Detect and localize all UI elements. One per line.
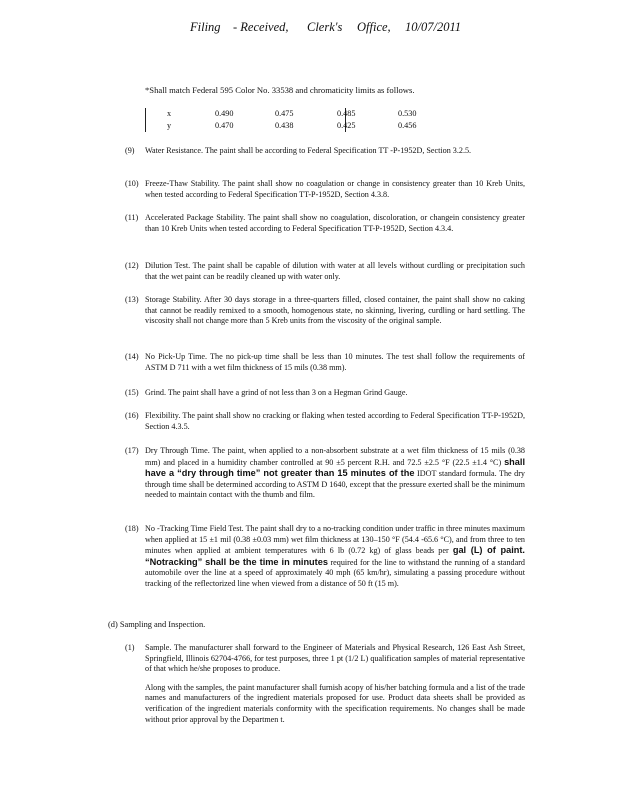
item-15 [125, 388, 525, 399]
item-number: (16) [125, 411, 139, 420]
cell-y-1: 0.470 [215, 121, 234, 130]
item-12 [125, 261, 525, 282]
item-number: (11) [125, 213, 139, 222]
item-number: (14) [125, 352, 139, 361]
chromaticity-table [145, 108, 465, 134]
table-left-rule [145, 108, 146, 132]
item-text: No Pick-Up Time. The no pick-up time shall be less than 10 minutes. The test shall follow the requirements of ASTM D 711 with a wet film thickness of 15 mils (0.38 mm). [145, 352, 525, 372]
section-d-heading: (d) Sampling and Inspection. [108, 620, 206, 629]
item-10 [125, 179, 525, 200]
item-text: Grind. The paint shall have a grind of not less than 3 on a Hegman Grind Gauge. [145, 388, 408, 397]
item-18-text-a: No -Tracking Time Field Test. The paint shall dry to a no-tracking condition under traffic in three minutes maximum when applied at 15 ±1 mil (0.38 ±0.03 mm) wet film thickness at 130–150 °F (54.4 -65.6 °C), and from three to ten minutes when applied at ambient temperatures with 6 lb (0.72 kg) of glass beads per [145, 524, 525, 556]
cell-x-1: 0.490 [215, 109, 234, 118]
item-number: (12) [125, 261, 139, 270]
item-number: (18) [125, 524, 139, 533]
item-text: Dilution Test. The paint shall be capable of dilution with water at all levels without curdling or precipitation such that the wet paint can be readily cleaned up with water only. [145, 261, 525, 281]
header-received: - Received, [233, 20, 289, 34]
item-text: Sample. The manufacturer shall forward to the Engineer of Materials and Physical Research, 126 East Ash Street, Springfield, Illinois 62704-4766, for test purposes, three 1 pt (1/2 L) qualification samples of material representative of that which he/she proposes to produce. [145, 643, 525, 674]
cell-x-3: 0.485 [337, 109, 356, 118]
item-18-emphasis: gal (L) of paint. “Notracking” shall be the time in minutes [145, 545, 525, 567]
item-number: (1) [125, 643, 135, 652]
item-11 [125, 213, 525, 234]
cell-y-4: 0.456 [398, 121, 417, 130]
cell-x-2: 0.475 [275, 109, 294, 118]
item-14 [125, 352, 525, 373]
item-text [145, 446, 525, 501]
header-filing: Filing [190, 20, 221, 34]
item-number: (9) [125, 146, 135, 155]
cell-y-2: 0.438 [275, 121, 294, 130]
item-18 [125, 524, 525, 590]
cell-x-4: 0.530 [398, 109, 417, 118]
item-number: (17) [125, 446, 139, 455]
header-office: Office, [357, 20, 391, 34]
row-x-label: x [167, 109, 172, 118]
item-d1 [125, 643, 525, 725]
item-text: Accelerated Package Stability. The paint shall show no coagulation, discoloration, or changein consistency greater than 10 Kreb Units when tested according to Federal Specification TT-P-1952D, Section 4.3.4. [145, 213, 525, 233]
row-y-label: y [167, 121, 172, 130]
item-text: Freeze-Thaw Stability. The paint shall show no coagulation or change in consistency greater than 10 Kreb Units, when tested according to Federal Specification TT-P-1952D, Section 4.3.8. [145, 179, 525, 199]
item-17 [125, 446, 525, 501]
item-text: Water Resistance. The paint shall be according to Federal Specification TT -P-1952D, Section 3.2.5. [145, 146, 472, 155]
item-17-text-b: IDOT standard formula. The dry through time shall be determined according to ASTM D 1640, except that the pressure exerted shall be the minimum needed to maintain contact with the thumb and film. [145, 469, 525, 500]
item-number: (10) [125, 179, 139, 188]
item-number: (15) [125, 388, 139, 397]
item-17-text-a: Dry Through Time. The paint, when applied to a non-absorbent substrate at a wet film thickness of 15 mils (0.38 mm) and placed in a humidity chamber controlled at 90 ±5 percent R.H. and 72.5 ±2.5 °F (22.5 ±1.4 °C) [145, 446, 525, 467]
header-clerks: Clerk's [307, 20, 343, 34]
item-text [145, 524, 525, 590]
header-date: 10/07/2011 [405, 20, 462, 34]
item-9 [125, 146, 525, 157]
item-text: Flexibility. The paint shall show no cracking or flaking when tested according to Federal Specification TT-P-1952D, Section 4.3.5. [145, 411, 525, 431]
cell-y-3: 0.425 [337, 121, 356, 130]
item-text: Storage Stability. After 30 days storage in a three-quarters filled, closed container, the paint shall show no caking that cannot be readily remixed to a smooth, homogenous state, no skinning, livering, curdling or hard settling. The viscosity shall not change more than 5 Kreb units from the viscosity of the original sample. [145, 295, 525, 326]
item-13 [125, 295, 525, 327]
item-text-continued: Along with the samples, the paint manufacturer shall furnish acopy of his/her batching formula and a list of the trade names and manufacturers of the ingredient materials proposed for use. Product data sheets shall be provided as verification of the ingredient materials conformity with the specification requirements. No changes shall be made without prior approval by the Departmen t. [145, 682, 525, 724]
item-18-text-b: required for the line to withstand the running of a standard automobile over the line at a speed of approximately 40 mph (65 km/hr), simulating a passing procedure without tracking of the reflectorized line when viewed from a distance of 50 ft (15 m). [145, 557, 525, 588]
item-17-emphasis: shall have a “dry through time” not greater than 15 minutes of the [145, 456, 525, 479]
chromaticity-intro: *Shall match Federal 595 Color No. 33538 and chromaticity limits as follows. [145, 85, 415, 95]
item-number: (13) [125, 295, 139, 304]
item-16 [125, 411, 525, 432]
filing-header [0, 20, 618, 36]
